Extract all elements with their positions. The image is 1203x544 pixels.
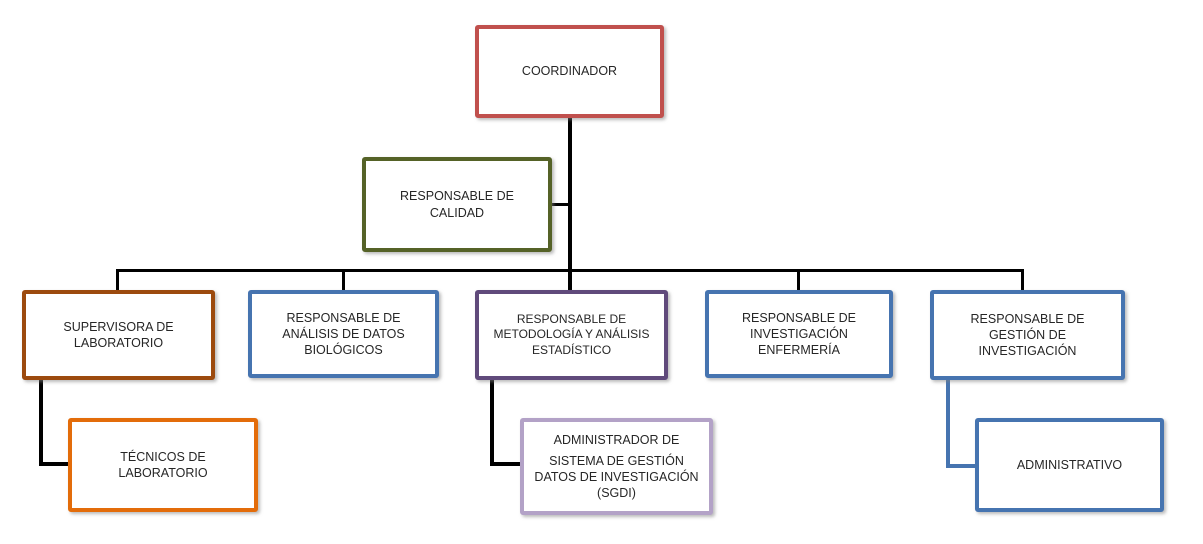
node-investigacion-enfermeria-label: RESPONSABLE DE INVESTIGACIÓN ENFERMERÍA xyxy=(742,310,856,358)
node-responsable-calidad xyxy=(362,157,552,252)
node-investigacion-enfermeria xyxy=(705,290,893,378)
node-administrativo xyxy=(975,418,1164,512)
connector-metodologia-sgdi-vertical xyxy=(490,380,494,466)
connector-stub-biologicos xyxy=(342,269,345,291)
node-metodologia-analisis-estadistico xyxy=(475,290,668,380)
connector-stub-gestion xyxy=(1021,269,1024,291)
node-administrador-sgdi xyxy=(520,418,713,515)
connector-calidad-stub xyxy=(552,203,569,206)
node-tecnicos-laboratorio xyxy=(68,418,258,512)
node-tecnicos-laboratorio-label: TÉCNICOS DE LABORATORIO xyxy=(118,449,208,480)
connector-gestion-administrativo-vertical xyxy=(946,380,950,468)
node-analisis-datos-biologicos xyxy=(248,290,439,378)
node-administrador-sgdi-label-line1: ADMINISTRADOR DE xyxy=(553,432,680,447)
node-coordinador-label: COORDINADOR xyxy=(521,64,618,79)
connector-gestion-administrativo-horizontal xyxy=(946,464,975,468)
connector-metodologia-sgdi-horizontal xyxy=(490,462,520,466)
node-administrador-sgdi-label-line2: SISTEMA DE GESTIÓN DATOS DE INVESTIGACIÓN (SGDI) xyxy=(534,453,699,501)
node-coordinador xyxy=(475,25,664,118)
node-gestion-investigacion xyxy=(930,290,1125,380)
node-metodologia-analisis-estadistico-label: RESPONSABLE DE METODOLOGÍA Y ANÁLISIS ESTADÍSTICO xyxy=(493,311,650,357)
connector-stub-enfermeria xyxy=(797,269,800,291)
connector-supervisora-tecnicos-horizontal xyxy=(39,462,68,466)
connector-trunk-horizontal xyxy=(116,269,1024,272)
node-gestion-investigacion-label: RESPONSABLE DE GESTIÓN DE INVESTIGACIÓN xyxy=(970,311,1085,359)
node-responsable-calidad-label: RESPONSABLE DE CALIDAD xyxy=(400,189,514,220)
node-supervisora-laboratorio-label: SUPERVISORA DE LABORATORIO xyxy=(63,319,174,350)
connector-stub-supervisora xyxy=(116,269,119,291)
connector-supervisora-tecnicos-vertical xyxy=(39,380,43,466)
node-administrativo-label: ADMINISTRATIVO xyxy=(1016,457,1123,472)
node-supervisora-laboratorio xyxy=(22,290,215,380)
node-analisis-datos-biologicos-label: RESPONSABLE DE ANÁLISIS DE DATOS BIOLÓGICOS xyxy=(282,310,405,358)
